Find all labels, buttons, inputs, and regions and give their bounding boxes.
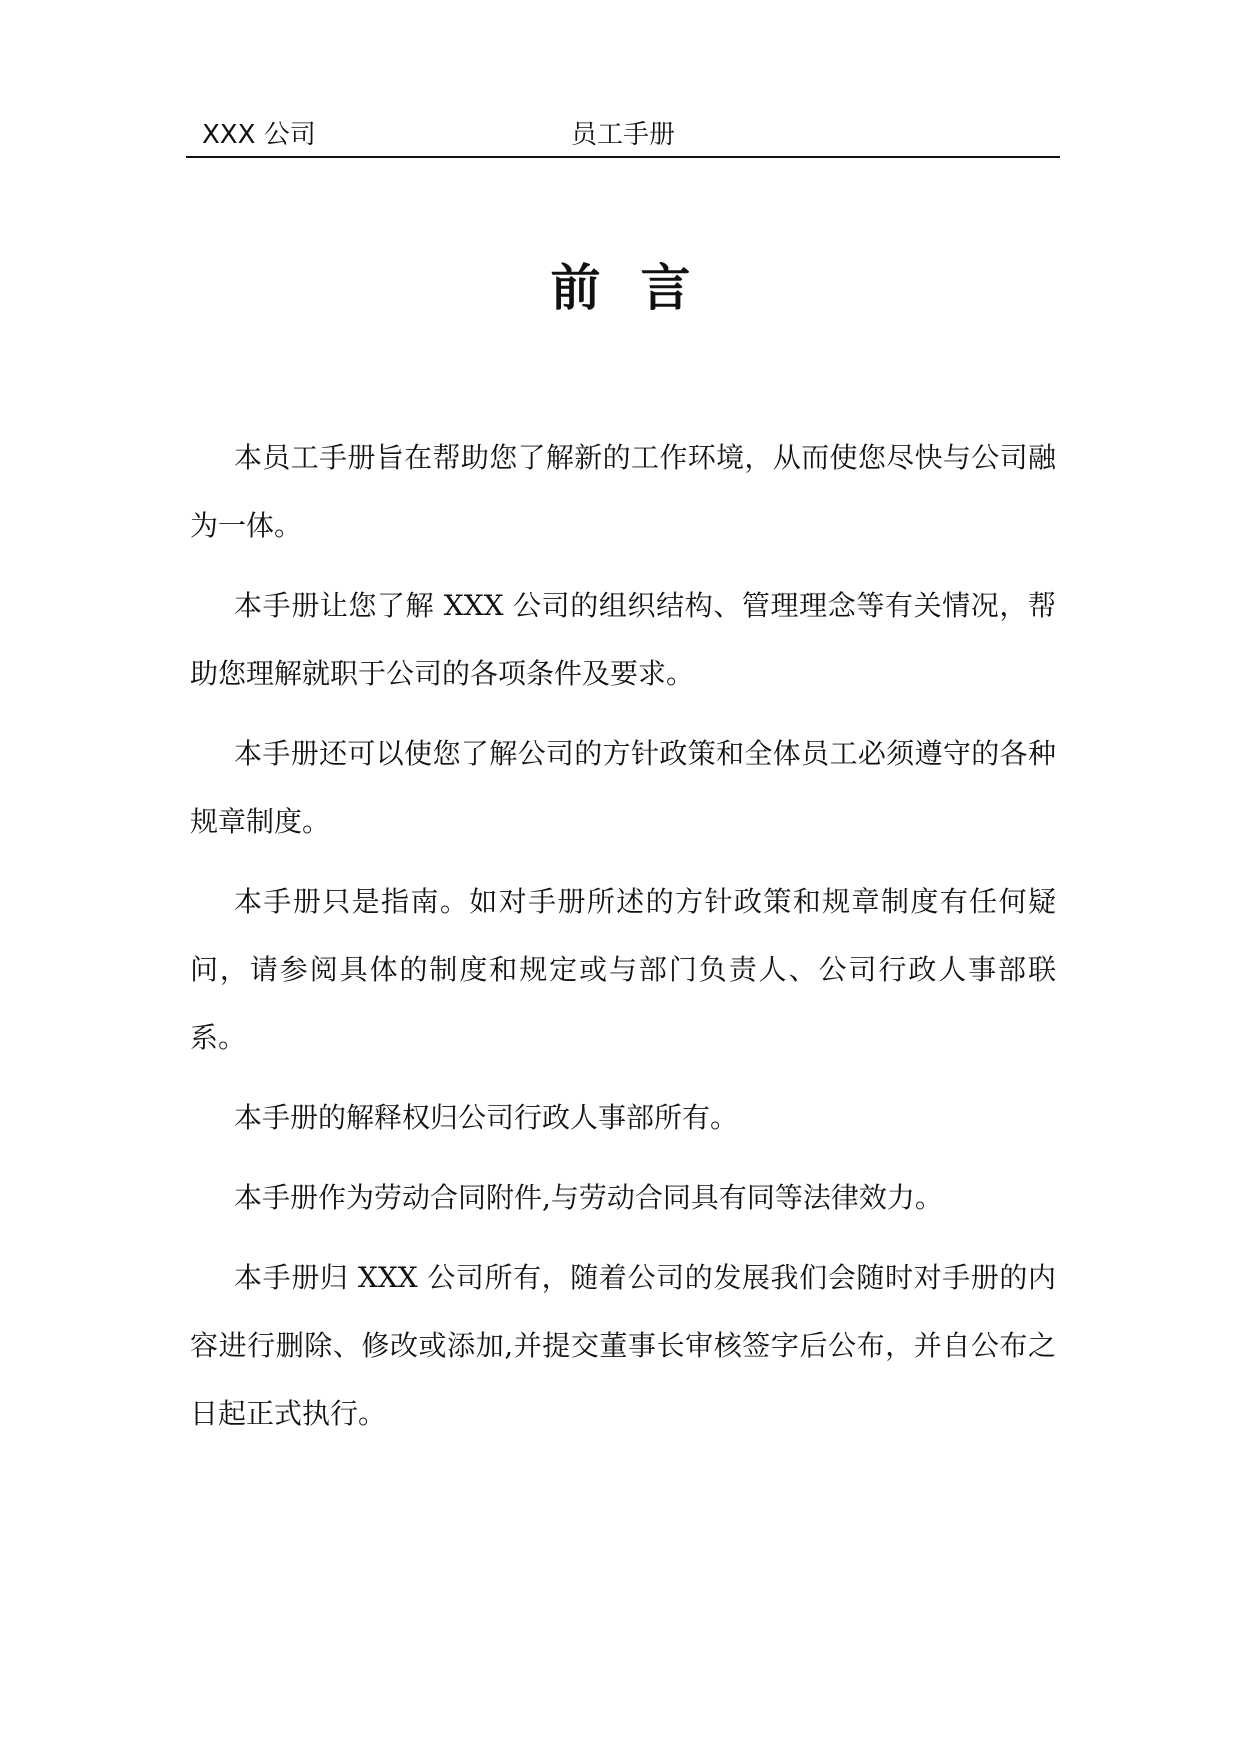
paragraph-6: 本手册作为劳动合同附件,与劳动合同具有同等法律效力。 xyxy=(234,1181,943,1214)
header-document-title: 员工手册 xyxy=(570,120,675,150)
paragraph-3: 本手册还可以使您了解公司的方针政策和全体员工必须遵守的各种规章制度。 xyxy=(190,737,1056,838)
preface-body xyxy=(190,424,1056,1460)
header-company-name: XXX 公司 xyxy=(202,120,316,150)
paragraph-7: 本手册归 XXX 公司所有，随着公司的发展我们会随时对手册的内容进行删除、修改或添加,并提交董事长审核签字后公布，并自公布之日起正式执行。 xyxy=(190,1261,1056,1430)
page-title: 前言 xyxy=(550,259,731,317)
paragraph-1: 本员工手册旨在帮助您了解新的工作环境，从而使您尽快与公司融为一体。 xyxy=(190,441,1056,542)
paragraph-2: 本手册让您了解 XXX 公司的组织结构、管理理念等有关情况，帮助您理解就职于公司的各项条件及要求。 xyxy=(190,589,1056,690)
paragraph-4: 本手册只是指南。如对手册所述的方针政策和规章制度有任何疑问，请参阅具体的制度和规定或与部门负责人、公司行政人事部联系。 xyxy=(190,885,1056,1054)
page-header xyxy=(186,116,1060,158)
paragraph-5: 本手册的解释权归公司行政人事部所有。 xyxy=(234,1101,739,1134)
